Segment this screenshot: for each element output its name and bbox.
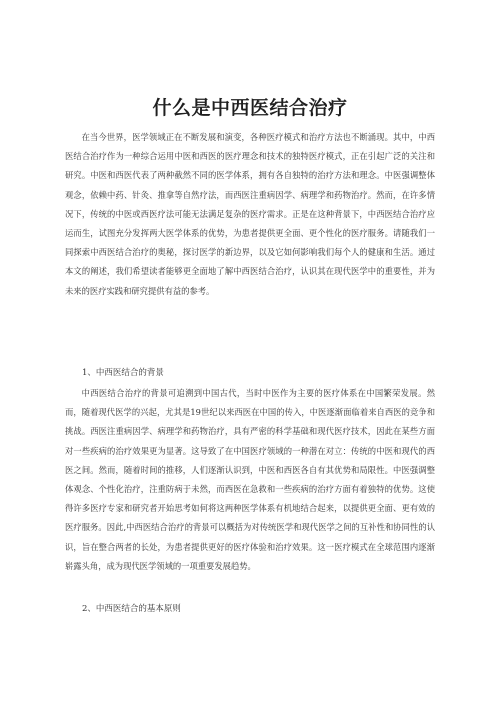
- document-title: 什么是中西医结合治疗: [152, 96, 348, 119]
- section-1-paragraph: 中西医结合治疗的背景可追溯到中国古代，当时中医作为主要的医疗体系在中国繁荣发展。然而，随着现代医学的兴起，尤其是19世纪以来西医在中国的传入，中医逐渐面临着来自西医的竞争和挑战。西医注重病因学、病理学和药物治疗，具有严密的科学基础和现代医疗技术，因此在某些方面对一些疾病的治疗效果更为显著。这导致了在中国医疗领域的一种潜在对立：传统的中医和现代的西医之间。然而，随着时间的推移，人们逐渐认识到，中医和西医各自有其优势和局限性。中医强调整体观念、个性化治疗，注重防病于未然，而西医在急救和一些疾病的治疗方面有着独特的优势。这使得许多医疗专家和研究者开始思考如何将这两种医学体系有机地结合起来，以提供更全面、更有效的医疗服务。因此,中西医结合治疗的背景可以概括为对传统医学和现代医学之间的互补性和协同性的认识，旨在整合两者的长处，为患者提供更好的医疗体验和治疗效果。这一医疗模式在全球范围内逐渐崭露头角，成为现代医学领域的一项重要发展趋势。: [65, 388, 435, 571]
- section-1-heading: 1、中西医结合的背景: [82, 368, 164, 378]
- section-2-heading: 2、中西医结合的基本原则: [82, 604, 181, 614]
- intro-paragraph: 在当今世界，医学领域正在不断发展和演变，各种医疗模式和治疗方法也不断涌现。其中，中西医结合治疗作为一种综合运用中医和西医的医疗理念和技术的独特医疗模式，正在引起广泛的关注和研究。中医和西医代表了两种截然不同的医学体系，拥有各自独特的治疗方法和理念。中医强调整体观念，依赖中药、针灸、推拿等自然疗法，而西医注重病因学、病理学和药物治疗。然而，在许多情况下，传统的中医或西医疗法可能无法满足复杂的医疗需求。正是在这种背景下，中西医结合治疗应运而生，试图充分发挥两大医学体系的优势，为患者提供更全面、更个性化的医疗服务。请随我们一同探索中西医结合治疗的奥秘，探讨医学的新边界，以及它如何影响我们每个人的健康和生活。通过本文的阐述，我们希望读者能够更全面地了解中西医结合治疗，认识其在现代医学中的重要性，并为未来的医疗实践和研究提供有益的参考。: [65, 132, 435, 296]
